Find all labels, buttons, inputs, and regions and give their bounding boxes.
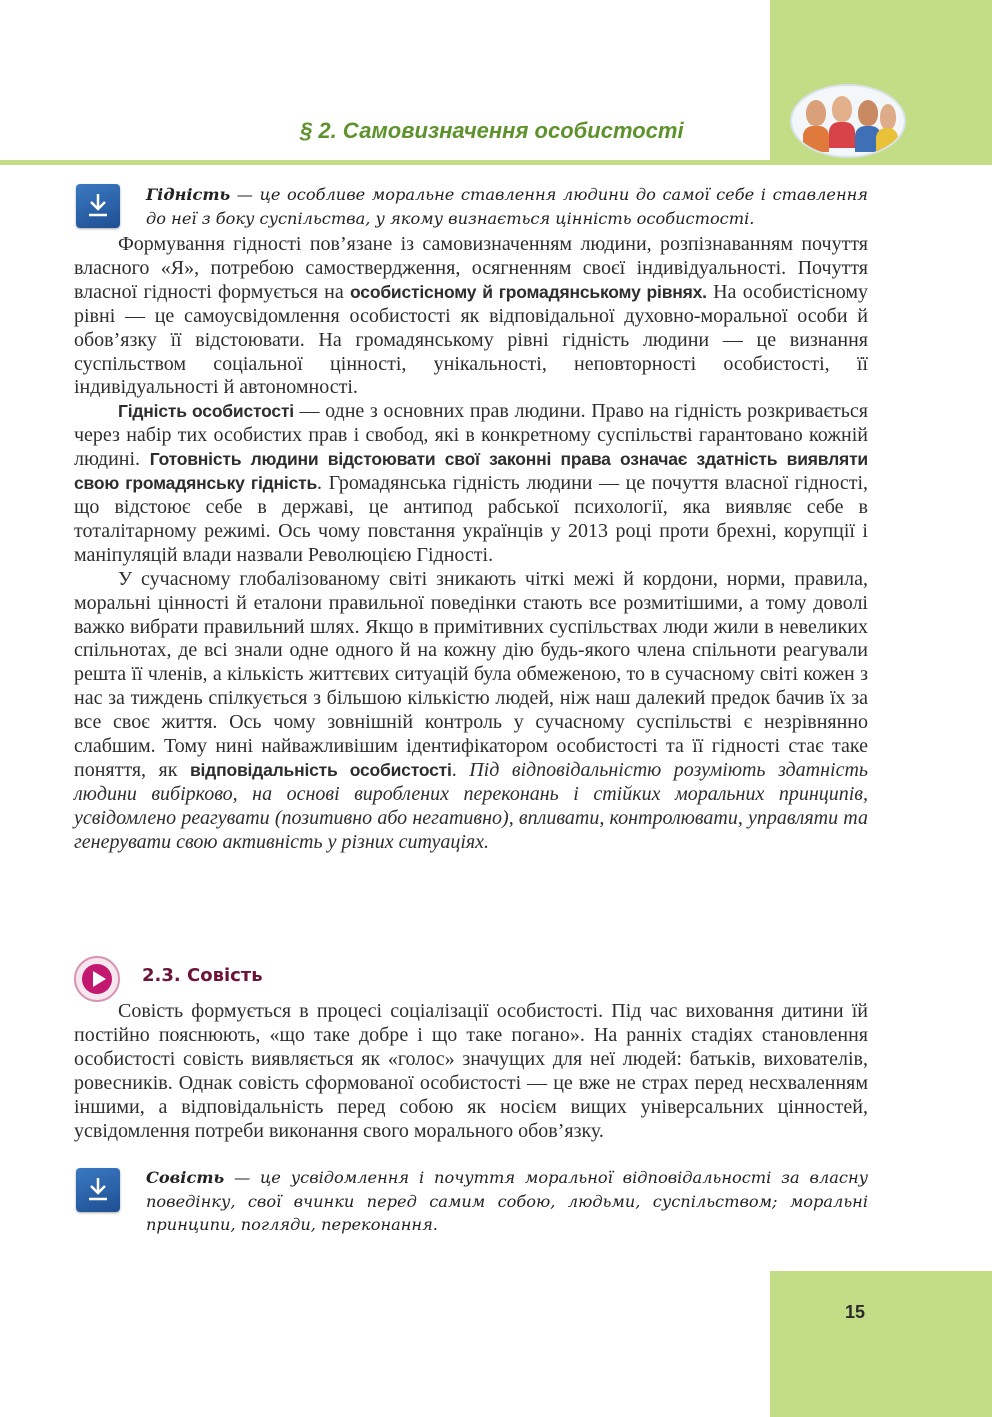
section-title: § 2. Самовизначення особистості	[300, 118, 684, 143]
download-icon	[76, 1168, 120, 1212]
text-run: На особистісному рівні — це самоусвідомлення особистості як відповідальної духовно-моральної особи й обов’язку її відстоювати. На громадянському рівні гідність людини — це визнання суспільством соціальної цінності, унікальності, неповторності особистості, її індивідуальності й автономності.	[74, 280, 868, 399]
main-text-block	[74, 233, 868, 855]
bold-phrase: Гідність особистості	[118, 401, 294, 422]
text-run: У сучасному глобалізованому світі зникають чіткі межі й кордони, норми, правила, моральні цінності й еталони правильної поведінки стають все розмитішими, а тому доволі важко вибрати правильний шлях. Якщо в примітивних суспільствах люди жили в невеликих спільнотах, де всі знали одне одного й на кожну дію будь-якого члена спільноти реагували решта її членів, а кількість життєвих ситуацій була обмеженою, то в сучасному світі кожен з нас за тиждень спілкується з більшою кількістю людей, ніж наш далекий предок бачив їх за все своє життя. Ось чому зовнішній контроль у сучасному суспільстві є незрівнянно слабшим. Тому нині найважливішим ідентифікатором особистості та її гідності стає таке поняття, як	[74, 567, 868, 781]
italic-definition: Під відповідальністю розуміють здатність людини вибірково, на основі вироблених переконань і стійких моральних принципів, усвідомлено реагувати (позитивно або негативно), впливати, контролювати, управляти та генерувати свою активність у різних ситуаціях.	[74, 758, 869, 853]
subsection-heading: 2.3. Совість	[142, 965, 263, 986]
header-rule	[0, 160, 992, 165]
definition-conscience	[146, 1166, 868, 1237]
conscience-text-block	[74, 1000, 868, 1143]
definition-term: Гідність	[146, 185, 231, 204]
paragraph-conscience	[74, 1000, 868, 1143]
page-number: 15	[845, 1302, 866, 1322]
text-run: .	[451, 758, 470, 781]
definition-body: — це особливе моральне ставлення людини до самої себе і ставлення до неї з боку суспільства, у якому визнається цінність особистості.	[146, 185, 868, 228]
definition-term: Совість	[146, 1168, 225, 1187]
paragraph-responsibility	[74, 568, 868, 855]
paragraph-dignity-formation	[74, 233, 868, 400]
children-illustration	[790, 84, 906, 158]
definition-dignity	[146, 183, 868, 230]
text-run: — одне з основних прав людини. Право на гідність розкривається через набір тих особистих прав і свобод, які в конкретному суспільстві гарантовано кожній людині.	[74, 400, 868, 471]
bold-phrase: особистісному й громадянському рівнях.	[350, 281, 707, 302]
text-run: Формування гідності пов’язане із самовизначенням людини, розпізнаванням почуття власного «Я», потребою самоствердження, осягненням своєї індивідуальності. Почуття власної гідності формується на	[74, 233, 868, 303]
text-run: Совість формується в процесі соціалізації особистості. Під час виховання дитини їй постійно пояснюють, «що таке добре і що таке погано». На ранніх стадіях становлення особистості совість виявляється як «голос» значущих для неї людей: батьків, вихователів, ровесників. Однак совість сформованої особистості — це вже не страх перед несхваленням іншими, а відповідальність перед собою як носієм вищих універсальних цінностей, усвідомлення потреби виконання свого морального обов’язку.	[74, 1000, 868, 1142]
play-icon	[74, 956, 120, 1002]
download-icon	[76, 184, 120, 228]
bold-phrase: відповідальність особистості	[189, 759, 452, 780]
footer-accent-block	[770, 1271, 992, 1417]
text-run: . Громадянська гідність людини — це почуття власної гідності, що відстоює себе в державі, це антипод рабської психології, яка виявляє себе в тоталітарному режимі. Ось чому повстання українців у 2013 році проти брехні, корупції і маніпуляцій влади назвали Революцією Гідності.	[74, 472, 868, 566]
bold-phrase: Готовність людини відстоювати свої законні права означає здатність виявляти свою громадянську гідність	[74, 449, 868, 494]
paragraph-personal-dignity	[74, 400, 868, 567]
definition-body: — це усвідомлення і почуття моральної відповідальності за власну поведінку, свої вчинки перед самим собою, людьми, суспільством; моральні принципи, погляди, переконання.	[146, 1168, 868, 1234]
